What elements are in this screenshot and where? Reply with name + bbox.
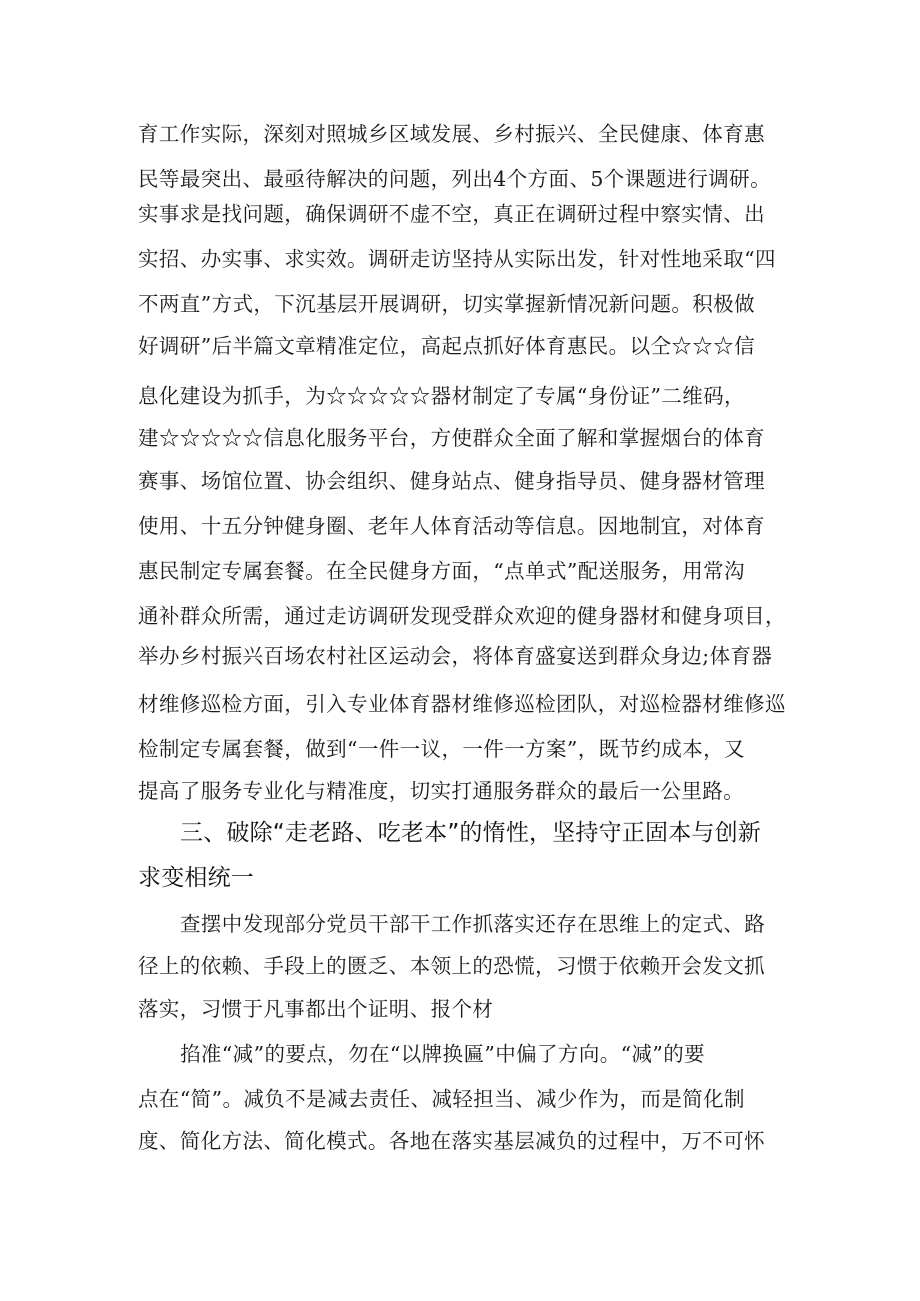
text-line: 赛事、场馆位置、协会组织、健身站点、健身指导员、健身器材管理 xyxy=(138,469,765,493)
text-line: 检制定专属套餐，做到“一件一议，一件一方案”，既节约成本，又 xyxy=(138,737,745,761)
text-line: 建☆☆☆☆☆信息化服务平台，方使群众全面了解和掌握烟台的体育 xyxy=(138,426,765,450)
text-line: 实事求是找问题，确保调研不虚不空，真正在调研过程中察实情、出 xyxy=(138,202,765,226)
text-line: 度、简化方法、简化模式。各地在落实基层减负的过程中，万不可怀 xyxy=(138,1129,765,1153)
text-line: 通补群众所需，通过走访调研发现受群众欢迎的健身器材和健身项目， xyxy=(138,604,786,628)
text-line: 不两直”方式，下沉基层开展调研，切实掌握新情况新问题。积极做 xyxy=(138,292,755,316)
text-line: 息化建设为抓手，为☆☆☆☆☆器材制定了专属“身份证”二维码， xyxy=(138,384,745,408)
text-line: 提高了服务专业化与精准度，切实打通服务群众的最后一公里路。 xyxy=(138,779,745,803)
section-heading-line: 求变相统一 xyxy=(138,865,254,891)
text-line: 落实，习惯于凡事都出个证明、报个材 xyxy=(138,997,494,1021)
text-line: 举办乡村振兴百场农村社区运动会，将体育盛宴送到群众身边;体育器 xyxy=(138,644,773,668)
text-line: 材维修巡检方面，引入专业体育器材维修巡检团队，对巡检器材维修巡 xyxy=(138,692,786,716)
text-line: 惠民制定专属套餐。在全民健身方面，“点单式”配送服务，用常沟 xyxy=(138,559,745,583)
text-line: 民等最突出、最亟待解决的问题，列出4个方面、5个课题进行调研。 xyxy=(138,167,771,191)
text-line: 点在“简”。减负不是减去责任、减轻担当、减少作为，而是简化制 xyxy=(138,1087,745,1111)
text-line: 查摆中发现部分党员干部干工作抓落实还存在思维上的定式、路 xyxy=(180,912,766,936)
section-heading-line: 三、破除“走老路、吃老本”的惰性，坚持守正固本与创新 xyxy=(180,820,762,846)
text-line: 好调研”后半篇文章精准定位，高起点抓好体育惠民。以仝☆☆☆信 xyxy=(138,334,755,358)
text-line: 育工作实际，深刻对照城乡区域发展、乡村振兴、全民健康、体育惠 xyxy=(138,122,765,146)
text-line: 使用、十五分钟健身圈、老年人体育活动等信息。因地制宜，对体育 xyxy=(138,514,765,538)
text-line: 掐准“减”的要点，勿在“以牌换匾”中偏了方向。“减”的要 xyxy=(180,1042,706,1066)
text-line: 径上的依赖、手段上的匮乏、本领上的恐慌，习惯于依赖开会发文抓 xyxy=(138,954,765,978)
text-line: 实招、办实事、求实效。调研走访坚持从实际出发，针对性地采取“四 xyxy=(138,247,776,271)
